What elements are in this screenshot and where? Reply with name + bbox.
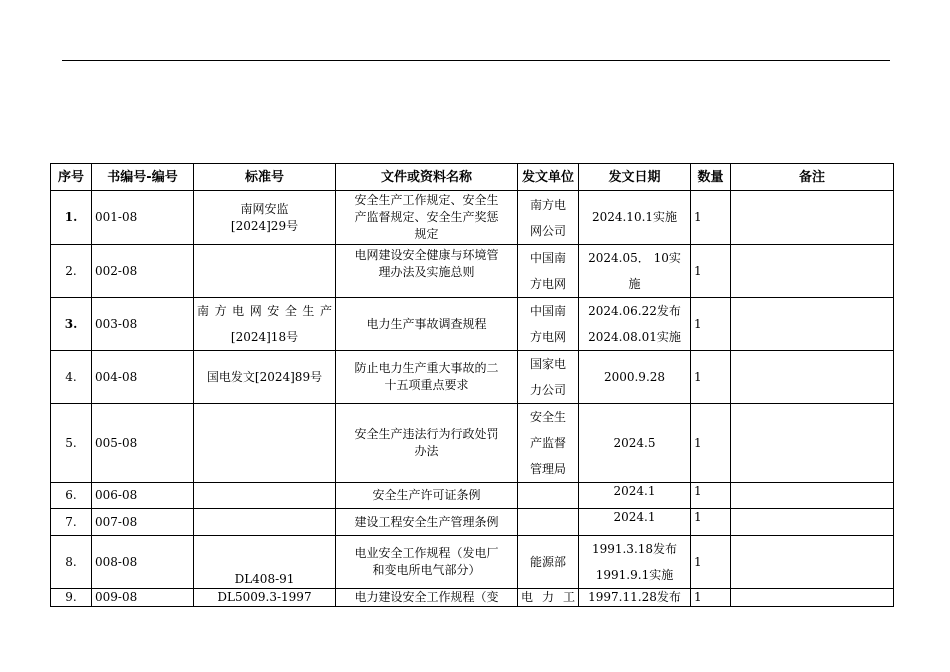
date-line: 1991.3.18发布	[591, 542, 678, 556]
std-cell	[194, 509, 336, 536]
qty-cell: 1	[691, 536, 731, 589]
header-date: 发文日期	[579, 164, 691, 191]
issuer-cell	[518, 483, 579, 509]
remark-cell	[731, 589, 894, 607]
date-cell	[579, 351, 691, 404]
code-cell: 002-08	[92, 245, 194, 298]
header-seq: 序号	[51, 164, 92, 191]
seq-cell: 5.	[51, 404, 92, 483]
date-line: 2024.1	[613, 510, 656, 524]
std-line: DL5009.3-1997	[217, 590, 312, 604]
name-line: 电力生产事故调查规程	[366, 316, 487, 331]
issuer-cell	[518, 536, 579, 589]
date-line: 2024.05． 10实	[588, 251, 681, 265]
issuer-line: 能源部	[529, 554, 566, 569]
date-cell	[579, 298, 691, 351]
table-row	[51, 298, 894, 351]
remark-cell	[731, 536, 894, 589]
name-line: 电力建设安全工作规程（变	[354, 590, 499, 604]
code-cell: 005-08	[92, 404, 194, 483]
name-line: 安全生产工作规定、安全生	[354, 193, 499, 207]
date-cell	[579, 245, 691, 298]
issuer-line: 方电网	[529, 277, 566, 291]
name-cell	[336, 536, 518, 589]
qty-cell: 1	[691, 298, 731, 351]
issuer-cell	[518, 191, 579, 245]
seq-cell: 4.	[51, 351, 92, 404]
qty-cell: 1	[691, 589, 731, 607]
header-doc-name: 文件或资料名称	[336, 164, 518, 191]
name-cell	[336, 245, 518, 298]
remark-cell	[731, 298, 894, 351]
remark-cell	[731, 509, 894, 536]
date-line: 2024.1	[613, 484, 656, 498]
std-cell	[194, 536, 336, 589]
remark-cell	[731, 404, 894, 483]
seq-cell: 9.	[51, 589, 92, 607]
issuer-line: 安全生	[529, 410, 566, 424]
date-cell	[579, 483, 691, 509]
name-line: 电网建设安全健康与环境管	[354, 248, 499, 262]
code-cell: 003-08	[92, 298, 194, 351]
name-line: 防止电力生产重大事故的二	[354, 361, 499, 375]
issuer-line: 国家电	[529, 357, 566, 371]
name-cell	[336, 404, 518, 483]
std-cell	[194, 298, 336, 351]
table-header-row	[51, 164, 894, 191]
code-cell: 006-08	[92, 483, 194, 509]
table-row	[51, 483, 894, 509]
date-line: 施	[628, 277, 641, 291]
table-row	[51, 245, 894, 298]
issuer-line: 力公司	[529, 383, 566, 397]
code-cell: 004-08	[92, 351, 194, 404]
std-cell	[194, 589, 336, 607]
name-line: 产监督规定、安全生产奖惩	[354, 210, 499, 224]
name-cell	[336, 298, 518, 351]
std-line: 南网安监	[240, 201, 289, 216]
code-cell: 001-08	[92, 191, 194, 245]
header-qty: 数量	[691, 164, 731, 191]
seq-cell: 3.	[51, 298, 92, 351]
seq-cell: 7.	[51, 509, 92, 536]
issuer-line: 南方电	[529, 197, 566, 212]
header-book-no: 书编号-编号	[92, 164, 194, 191]
date-cell	[579, 509, 691, 536]
date-cell	[579, 589, 691, 607]
table-row	[51, 509, 894, 536]
issuer-cell	[518, 589, 579, 607]
issuer-cell	[518, 245, 579, 298]
remark-cell	[731, 483, 894, 509]
name-line: 理办法及实施总则	[378, 265, 475, 279]
std-line: [2024]18号	[230, 330, 299, 344]
issuer-line: 中国南	[529, 304, 566, 318]
qty-cell: 1	[691, 404, 731, 483]
header-rule	[62, 60, 890, 61]
remark-cell	[731, 351, 894, 404]
qty-cell: 1	[691, 483, 731, 509]
name-line: 安全生产许可证条例	[372, 488, 481, 502]
header-std-no: 标准号	[194, 164, 336, 191]
name-cell	[336, 191, 518, 245]
name-cell	[336, 483, 518, 509]
date-line: 2024.08.01实施	[588, 330, 681, 344]
std-cell	[194, 191, 336, 245]
name-line: 安全生产违法行为行政处罚	[354, 427, 499, 441]
seq-cell: 6.	[51, 483, 92, 509]
std-cell	[194, 483, 336, 509]
code-cell: 008-08	[92, 536, 194, 589]
issuer-line: 产监督	[529, 436, 566, 450]
date-line: 1997.11.28发布	[588, 590, 681, 604]
table-row	[51, 404, 894, 483]
issuer-cell	[518, 298, 579, 351]
std-line: 国电发文[2024]89号	[206, 369, 323, 384]
qty-cell: 1	[691, 509, 731, 536]
issuer-line: 管理局	[529, 462, 566, 476]
issuer-cell	[518, 509, 579, 536]
issuer-line: 方电网	[529, 330, 566, 344]
document-register-table	[50, 163, 894, 607]
code-cell: 009-08	[92, 589, 194, 607]
name-line: 规定	[414, 227, 439, 241]
std-line: [2024]29号	[230, 218, 299, 233]
issuer-line: 中国南	[529, 251, 566, 265]
header-remark: 备注	[731, 164, 894, 191]
std-cell	[194, 404, 336, 483]
date-cell	[579, 404, 691, 483]
std-line: 南方电网安全生产	[197, 304, 332, 318]
remark-cell	[731, 191, 894, 245]
seq-cell: 1.	[51, 191, 92, 245]
name-line: 建设工程安全生产管理条例	[354, 514, 499, 529]
table-row	[51, 536, 894, 589]
issuer-cell	[518, 351, 579, 404]
table-row	[51, 191, 894, 245]
qty-cell: 1	[691, 245, 731, 298]
name-cell	[336, 509, 518, 536]
issuer-line: 电力工	[521, 590, 575, 604]
std-cell	[194, 245, 336, 298]
date-line: 2024.06.22发布	[588, 304, 681, 318]
std-cell	[194, 351, 336, 404]
name-line: 办法	[414, 444, 439, 458]
date-line: 2000.9.28	[603, 369, 666, 384]
issuer-line: 网公司	[529, 223, 566, 238]
code-cell: 007-08	[92, 509, 194, 536]
name-cell	[336, 589, 518, 607]
std-line: DL408-91	[234, 572, 295, 586]
name-line: 十五项重点要求	[384, 378, 469, 392]
qty-cell: 1	[691, 191, 731, 245]
date-line: 2024.5	[613, 435, 656, 450]
date-line: 1991.9.1实施	[595, 568, 674, 582]
seq-cell: 2.	[51, 245, 92, 298]
name-line: 和变电所电气部分）	[372, 563, 481, 577]
table-row	[51, 589, 894, 607]
date-cell	[579, 191, 691, 245]
date-line: 2024.10.1实施	[591, 210, 678, 224]
qty-cell: 1	[691, 351, 731, 404]
header-issuer: 发文单位	[518, 164, 579, 191]
issuer-cell	[518, 404, 579, 483]
seq-cell: 8.	[51, 536, 92, 589]
date-cell	[579, 536, 691, 589]
remark-cell	[731, 245, 894, 298]
table-row	[51, 351, 894, 404]
name-line: 电业安全工作规程（发电厂	[354, 546, 499, 560]
name-cell	[336, 351, 518, 404]
